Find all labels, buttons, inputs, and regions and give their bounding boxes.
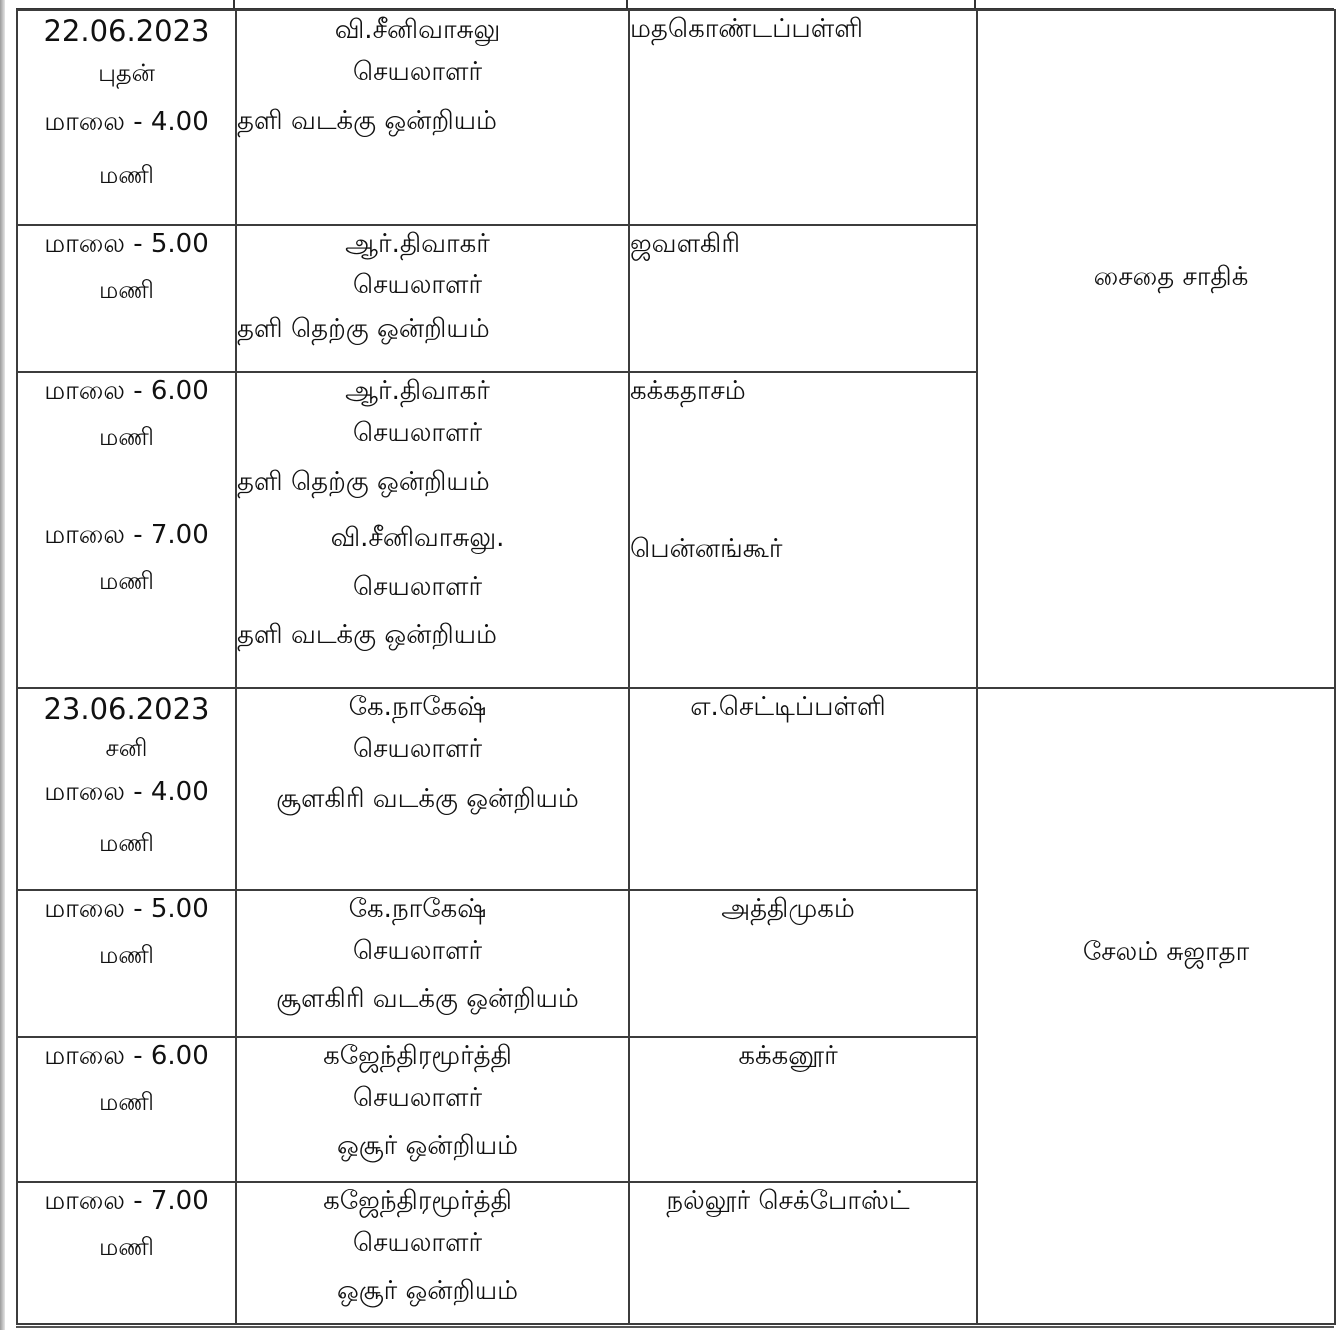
place-cell — [629, 1182, 977, 1324]
time-text: மாலை - 4.00 — [44, 107, 209, 137]
organizer-union: சூளகிரி வடக்கு ஒன்றியம் — [276, 784, 579, 814]
organizer-name-2: வி.சீனிவாசுலு. — [330, 523, 505, 553]
time-text: மாலை - 5.00 — [44, 229, 209, 259]
place-cell — [629, 890, 977, 1037]
time-cell — [17, 688, 236, 890]
mani-text: மணி — [98, 161, 154, 189]
organizer-union: தளி தெற்கு ஒன்றியம் — [237, 467, 490, 497]
organizer-union: தளி வடக்கு ஒன்றியம் — [237, 106, 497, 136]
organizer-role: செயலாளர் — [352, 936, 483, 966]
organizer-cell — [236, 1037, 629, 1182]
place-text: கக்கனூர் — [738, 1041, 838, 1071]
next-row-border — [16, 1326, 1334, 1330]
organizer-union: ஒசூர் ஒன்றியம் — [336, 1131, 519, 1161]
organizer-cell — [236, 372, 629, 688]
speaker-cell — [977, 10, 1335, 688]
place-text: கக்கதாசம் — [630, 376, 746, 406]
place-text: ஜவளகிரி — [630, 229, 741, 259]
date-text: 23.06.2023 — [43, 692, 210, 726]
time-text: மாலை - 5.00 — [44, 894, 209, 924]
organizer-role: செயலாளர் — [352, 734, 483, 764]
time-cell — [17, 890, 236, 1037]
organizer-name: கஜேந்திரமூர்த்தி — [323, 1186, 512, 1216]
place-text: எ.செட்டிப்பள்ளி — [690, 692, 886, 722]
day-text: புதன் — [98, 59, 155, 87]
organizer-role: செயலாளர் — [352, 270, 483, 300]
time-text: மாலை - 6.00 — [44, 376, 209, 406]
mani-text: மணி — [98, 1088, 154, 1116]
time-text: மாலை - 4.00 — [44, 777, 209, 807]
organizer-name: ஆர்.திவாகர் — [345, 376, 490, 406]
speaker-name: சைதை சாதிக் — [1093, 262, 1249, 292]
mani-text: மணி — [98, 829, 154, 857]
organizer-name: வி.சீனிவாசுலு — [334, 15, 501, 45]
time-text-2: மாலை - 7.00 — [44, 520, 209, 550]
place-cell — [629, 225, 977, 372]
mani-text: மணி — [98, 423, 154, 451]
organizer-union-2: தளி வடக்கு ஒன்றியம் — [237, 620, 497, 650]
table-row — [17, 688, 1335, 890]
meeting-schedule-table — [16, 9, 1336, 1325]
place-cell — [629, 372, 977, 688]
place-text: நல்லூர் செக்போஸ்ட் — [666, 1186, 910, 1216]
organizer-union: ஒசூர் ஒன்றியம் — [336, 1276, 519, 1306]
organizer-role: செயலாளர் — [352, 418, 483, 448]
organizer-role-2: செயலாளர் — [352, 572, 483, 602]
speaker-name: சேலம் சுஜாதா — [1082, 937, 1250, 967]
organizer-cell — [236, 890, 629, 1037]
time-cell — [17, 1037, 236, 1182]
time-text: மாலை - 6.00 — [44, 1041, 209, 1071]
organizer-cell — [236, 225, 629, 372]
speaker-cell — [977, 688, 1335, 1324]
day-text: சனி — [105, 734, 148, 762]
place-cell — [629, 10, 977, 225]
organizer-name: கே.நாகேஷ் — [348, 692, 487, 722]
organizer-role: செயலாளர் — [352, 1083, 483, 1113]
mani-text-2: மணி — [98, 567, 154, 595]
time-cell — [17, 225, 236, 372]
mani-text: மணி — [98, 941, 154, 969]
place-cell — [629, 688, 977, 890]
organizer-union: சூளகிரி வடக்கு ஒன்றியம் — [276, 984, 579, 1014]
place-text-2: பென்னங்கூர் — [630, 534, 783, 564]
organizer-name: ஆர்.திவாகர் — [345, 229, 490, 259]
page-edge-shadow — [0, 0, 5, 1330]
place-text: மதகொண்டப்பள்ளி — [630, 14, 863, 44]
time-cell — [17, 1182, 236, 1324]
mani-text: மணி — [98, 276, 154, 304]
place-text: அத்திமுகம் — [721, 894, 855, 924]
organizer-name: கஜேந்திரமூர்த்தி — [323, 1041, 512, 1071]
organizer-role: செயலாளர் — [352, 57, 483, 87]
time-text: மாலை - 7.00 — [44, 1186, 209, 1216]
organizer-union: தளி தெற்கு ஒன்றியம் — [237, 314, 490, 344]
organizer-cell — [236, 10, 629, 225]
table-row — [17, 10, 1335, 225]
time-cell — [17, 10, 236, 225]
place-cell — [629, 1037, 977, 1182]
date-text: 22.06.2023 — [43, 14, 210, 48]
organizer-name: கே.நாகேஷ் — [348, 894, 487, 924]
organizer-cell — [236, 688, 629, 890]
organizer-role: செயலாளர் — [352, 1228, 483, 1258]
mani-text: மணி — [98, 1233, 154, 1261]
time-cell — [17, 372, 236, 688]
organizer-cell — [236, 1182, 629, 1324]
